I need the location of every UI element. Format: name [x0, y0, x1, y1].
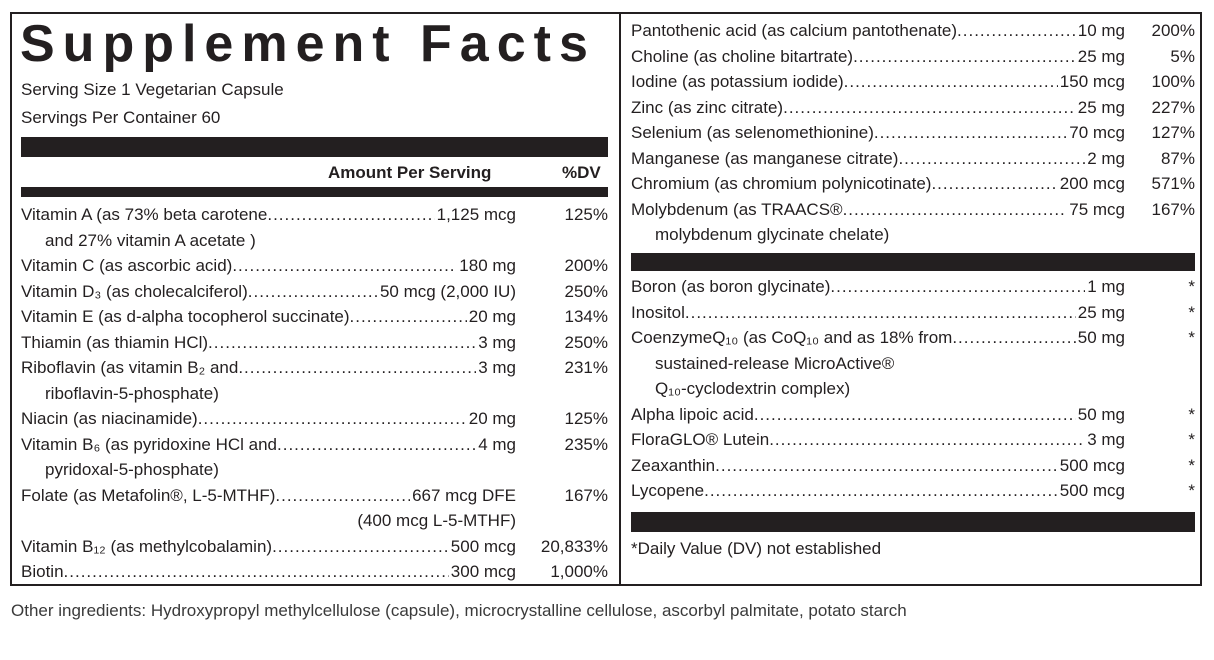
dot-leader	[350, 304, 467, 330]
dot-leader	[64, 559, 449, 585]
nutrient-name: Thiamin (as thiamin HCl)	[21, 332, 209, 352]
medium-rule	[21, 187, 608, 197]
nutrient-line	[21, 202, 516, 228]
nutrient-row	[21, 330, 608, 356]
nutrient-line	[21, 432, 516, 458]
dot-leader	[685, 300, 1076, 326]
nutrient-name: Molybdenum (as TRAACS®	[631, 199, 843, 219]
nutrient-dv: 167%	[564, 485, 608, 505]
nutrient-continuation: molybdenum glycinate chelate)	[655, 225, 890, 244]
nutrient-row	[631, 95, 1195, 121]
dot-leader	[232, 253, 457, 279]
nutrient-dv: *	[1188, 430, 1195, 449]
nutrient-dv: 5%	[1170, 46, 1195, 66]
nutrient-line	[631, 197, 1125, 223]
nutrient-row	[631, 478, 1195, 504]
nutrient-row	[21, 559, 608, 585]
dot-leader	[957, 18, 1076, 44]
dot-leader	[853, 44, 1076, 70]
nutrient-amount: 70 mcg	[1069, 123, 1125, 142]
thick-rule	[21, 137, 608, 157]
nutrient-line	[631, 18, 1125, 44]
nutrient-continuation: and 27% vitamin A acetate )	[45, 230, 256, 250]
nutrient-row	[21, 253, 608, 279]
nutrient-row	[631, 402, 1195, 428]
nutrient-dv: 250%	[564, 332, 608, 352]
nutrient-dv: *	[1188, 455, 1195, 475]
nutrient-line	[631, 95, 1125, 121]
amount-per-serving-header: Amount Per Serving	[328, 163, 492, 182]
nutrient-amount: 50 mg	[1077, 328, 1125, 347]
nutrient-amount-detail: (400 mcg L-5-MTHF)	[357, 511, 516, 530]
nutrient-line	[631, 69, 1125, 95]
nutrient-name: CoenzymeQ₁₀ (as CoQ₁₀ and as 18% from	[631, 328, 953, 347]
nutrient-dv: 125%	[564, 205, 608, 224]
nutrient-line	[631, 44, 1125, 70]
nutrient-name: Vitamin C (as ascorbic acid)	[21, 256, 233, 275]
dot-leader	[952, 325, 1075, 351]
nutrient-name: Lycopene	[631, 481, 705, 500]
nutrient-amount: 500 mcg	[1059, 481, 1125, 500]
nutrient-dv: *	[1188, 302, 1195, 322]
dot-leader	[277, 432, 476, 458]
dot-leader	[275, 483, 410, 509]
nutrient-row	[21, 202, 608, 228]
nutrient-row	[631, 325, 1195, 351]
nutrient-amount: 25 mg	[1077, 46, 1125, 66]
servings-per-container: Servings Per Container 60	[21, 108, 221, 127]
nutrient-amount: 25 mg	[1077, 302, 1125, 322]
nutrient-amount: 4 mg	[478, 434, 516, 454]
nutrient-amount: 25 mg	[1077, 97, 1125, 117]
nutrient-row	[631, 300, 1195, 326]
nutrient-row	[631, 69, 1195, 95]
nutrient-name: Riboflavin (as vitamin B₂ and	[21, 358, 239, 377]
nutrient-row	[631, 146, 1195, 172]
nutrient-line	[21, 355, 516, 381]
nutrient-row	[631, 44, 1195, 70]
nutrient-row	[631, 120, 1195, 146]
nutrient-dv: 100%	[1151, 72, 1195, 91]
nutrient-row	[21, 304, 608, 330]
thick-rule	[631, 512, 1195, 532]
nutrient-amount: 667 mcg DFE	[412, 485, 516, 505]
nutrient-name: Boron (as boron glycinate)	[631, 277, 831, 296]
dv-footnote: *Daily Value (DV) not established	[631, 539, 882, 558]
nutrient-line	[21, 330, 516, 356]
nutrient-name: Zinc (as zinc citrate)	[631, 97, 784, 117]
dot-leader	[931, 171, 1057, 197]
dot-leader	[272, 534, 449, 560]
dot-leader	[754, 402, 1076, 428]
nutrient-dv: 127%	[1151, 123, 1195, 142]
nutrient-name: Alpha lipoic acid	[631, 404, 754, 424]
nutrient-name: Vitamin B₁₂ (as methylcobalamin)	[21, 536, 273, 556]
nutrient-line	[631, 325, 1125, 351]
nutrient-line	[631, 427, 1125, 453]
nutrient-row	[631, 274, 1195, 300]
dot-leader	[198, 406, 467, 432]
nutrient-row	[21, 432, 608, 458]
nutrient-name: Niacin (as niacinamide)	[21, 409, 198, 428]
nutrient-line	[21, 304, 516, 330]
nutrient-line	[21, 534, 516, 560]
nutrient-amount: 180 mg	[459, 256, 516, 275]
right-nutrient-list	[631, 18, 1195, 248]
dot-leader	[783, 95, 1076, 121]
dot-leader	[844, 69, 1058, 95]
nutrient-dv: 200%	[564, 256, 608, 275]
nutrient-dv: 250%	[564, 281, 608, 301]
nutrient-row	[21, 534, 608, 560]
thick-rule	[631, 253, 1195, 271]
nutrient-name: Folate (as Metafolin®, L-5-MTHF)	[21, 485, 276, 505]
nutrient-line	[21, 483, 516, 509]
nutrient-amount: 20 mg	[468, 409, 516, 428]
nutrient-amount: 75 mcg	[1069, 199, 1125, 219]
nutrient-row	[631, 18, 1195, 44]
nutrient-amount: 3 mg	[478, 358, 516, 377]
nutrient-row	[631, 171, 1195, 197]
dot-leader	[874, 120, 1067, 146]
nutrient-name: Choline (as choline bitartrate)	[631, 46, 854, 66]
nutrient-name: Vitamin E (as d-alpha tocopherol succinate)	[21, 307, 350, 326]
nutrient-name: Pantothenic acid (as calcium pantothenate)	[631, 21, 958, 40]
non-dv-nutrient-list	[631, 274, 1195, 504]
dot-leader	[238, 355, 476, 381]
nutrient-amount: 10 mg	[1077, 21, 1125, 40]
nutrient-dv: *	[1188, 404, 1195, 424]
nutrient-line	[631, 402, 1125, 428]
panel-title: Supplement Facts	[20, 15, 596, 73]
nutrient-amount: 150 mcg	[1059, 72, 1125, 91]
nutrient-name: FloraGLO® Lutein	[631, 430, 770, 449]
nutrient-row	[21, 279, 608, 305]
serving-size: Serving Size 1 Vegetarian Capsule	[21, 80, 284, 99]
nutrient-row	[21, 483, 608, 509]
nutrient-amount: 20 mg	[468, 307, 516, 326]
nutrient-dv: 200%	[1151, 21, 1195, 40]
dot-leader	[830, 274, 1085, 300]
nutrient-row	[631, 453, 1195, 479]
left-nutrient-list	[21, 202, 608, 585]
nutrient-dv: 231%	[564, 358, 608, 377]
nutrient-name: Zeaxanthin	[631, 455, 716, 475]
nutrient-amount: 200 mcg	[1059, 174, 1125, 193]
nutrient-row	[631, 197, 1195, 223]
nutrient-name: Vitamin B₆ (as pyridoxine HCl and	[21, 434, 277, 454]
dot-leader	[248, 279, 378, 305]
nutrient-line	[631, 478, 1125, 504]
nutrient-dv: 125%	[564, 409, 608, 428]
nutrient-amount: 300 mcg	[450, 562, 516, 581]
nutrient-name: Vitamin A (as 73% beta carotene	[21, 205, 268, 224]
nutrient-amount: 3 mg	[478, 332, 516, 352]
dot-leader	[704, 478, 1058, 504]
nutrient-name: Vitamin D₃ (as cholecalciferol)	[21, 281, 248, 301]
column-divider	[619, 12, 621, 586]
nutrient-name: Manganese (as manganese citrate)	[631, 148, 899, 168]
nutrient-continuation: riboflavin-5-phosphate)	[45, 383, 219, 403]
nutrient-dv: *	[1188, 277, 1195, 296]
nutrient-line	[21, 559, 516, 585]
dot-leader	[843, 197, 1068, 223]
nutrient-row	[631, 427, 1195, 453]
nutrient-line	[631, 171, 1125, 197]
nutrient-amount: 1,125 mcg	[436, 205, 516, 224]
nutrient-dv: *	[1188, 328, 1195, 347]
nutrient-line	[21, 406, 516, 432]
other-ingredients: Other ingredients: Hydroxypropyl methylcellulose (capsule), microcrystalline cellulose, ascorbyl palmitate, potato starch	[11, 601, 907, 620]
nutrient-line	[631, 146, 1125, 172]
nutrient-dv: 167%	[1151, 199, 1195, 219]
nutrient-name: Selenium (as selenomethionine)	[631, 123, 874, 142]
nutrient-line	[631, 300, 1125, 326]
dot-leader	[715, 453, 1058, 479]
nutrient-amount: 2 mg	[1087, 148, 1125, 168]
nutrient-dv: 235%	[564, 434, 608, 454]
nutrient-name: Biotin	[21, 562, 64, 581]
nutrient-row	[21, 355, 608, 381]
nutrient-line	[631, 274, 1125, 300]
nutrient-amount: 50 mg	[1077, 404, 1125, 424]
nutrient-row	[21, 406, 608, 432]
nutrient-dv: *	[1188, 481, 1195, 500]
nutrient-name: Chromium (as chromium polynicotinate)	[631, 174, 932, 193]
dot-leader	[267, 202, 434, 228]
nutrient-continuation: pyridoxal-5-phosphate)	[45, 460, 219, 479]
nutrient-continuation: sustained-release MicroActive®	[655, 353, 895, 373]
dot-leader	[898, 146, 1085, 172]
nutrient-dv: 227%	[1151, 97, 1195, 117]
nutrient-line	[21, 279, 516, 305]
nutrient-name: Inositol	[631, 302, 685, 322]
nutrient-dv: 20,833%	[540, 536, 608, 556]
nutrient-dv: 87%	[1160, 148, 1195, 168]
nutrient-dv: 1,000%	[550, 562, 608, 581]
nutrient-line	[21, 253, 516, 279]
nutrient-continuation: Q₁₀-cyclodextrin complex)	[655, 379, 851, 398]
nutrient-amount: 50 mcg (2,000 IU)	[379, 281, 516, 301]
nutrient-amount: 1 mg	[1087, 277, 1125, 296]
nutrient-name: Iodine (as potassium iodide)	[631, 72, 844, 91]
dv-header: %DV	[562, 163, 601, 182]
nutrient-amount: 500 mcg	[1059, 455, 1125, 475]
dot-leader	[769, 427, 1085, 453]
nutrient-dv: 134%	[564, 307, 608, 326]
dot-leader	[208, 330, 476, 356]
nutrient-line	[631, 453, 1125, 479]
nutrient-amount: 3 mg	[1087, 430, 1125, 449]
nutrient-continuation	[21, 508, 608, 534]
nutrient-line	[631, 120, 1125, 146]
nutrient-amount: 500 mcg	[450, 536, 516, 556]
nutrient-dv: 571%	[1151, 174, 1195, 193]
